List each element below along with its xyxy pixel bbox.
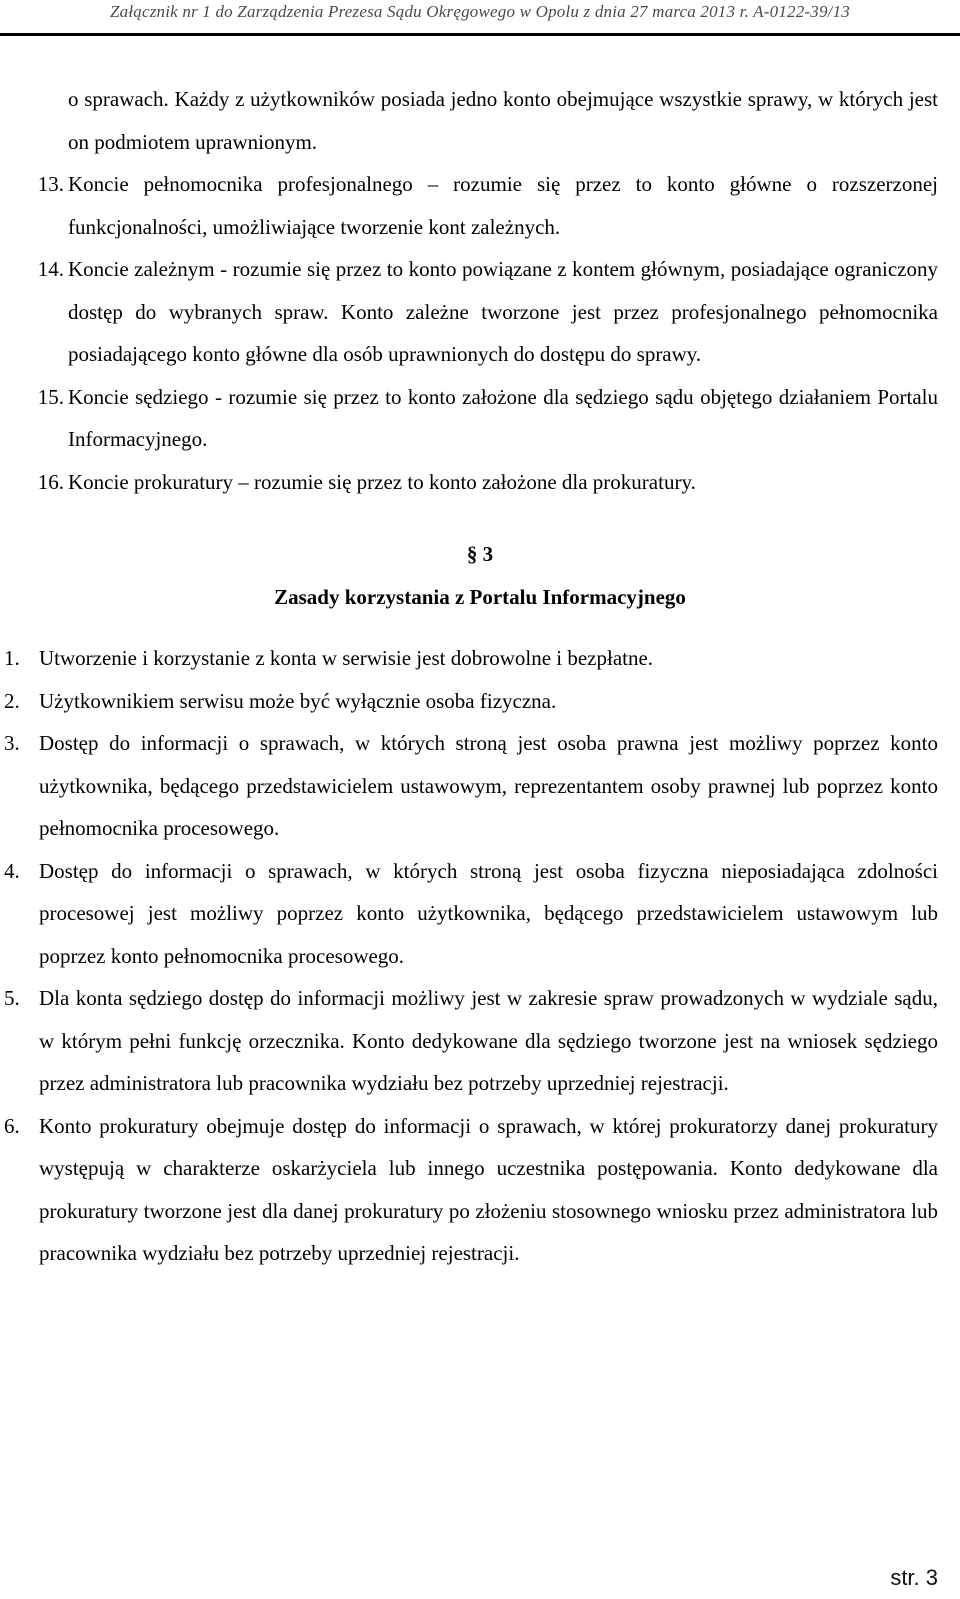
list-item-number: 1.	[4, 646, 20, 670]
list-item-text: Dla konta sędziego dostęp do informacji możliwy jest w zakresie spraw prowadzonych w wydziale sądu, w którym pełni funkcję orzecznika. Konto dedykowane dla sędziego tworzone jest na wniosek sędziego przez administratora lub pracownika wydziału bez potrzeby uprzedniej rejestracji.	[39, 986, 938, 1095]
list-item	[4, 637, 938, 680]
list-item-text: Dostęp do informacji o sprawach, w których stroną jest osoba fizyczna nieposiadająca zdolności procesowej jest możliwy poprzez konto użytkownika, będącego przedstawicielem ustawowym lub poprzez konto pełnomocnika procesowego.	[39, 858, 938, 968]
list-item-number: 2.	[4, 688, 20, 713]
list-item-number: 14.	[37, 257, 64, 281]
list-item-text: Konto prokuratury obejmuje dostęp do informacji o sprawach, w której prokuratorzy danej prokuratury występują w charakterze oskarżyciela lub innego uczestnika postępowania. Konto dedykowane dla prokuratury tworzone jest dla danej prokuratury po złożeniu stosownego wniosku przez administratora lub pracownika wydziału bez potrzeby uprzedniej rejestracji.	[39, 1113, 938, 1265]
page-number: str. 3	[890, 1565, 938, 1590]
list-item-text: Użytkownikiem serwisu może być wyłącznie osoba fizyczna.	[39, 688, 557, 713]
list-item-text: Koncie pełnomocnika profesjonalnego – rozumie się przez to konto główne o rozszerzonej funkcjonalności, umożliwiające tworzenie kont zależnych.	[68, 172, 938, 239]
list-item	[37, 248, 938, 376]
section-symbol: §	[466, 542, 478, 566]
section-number	[0, 533, 960, 576]
header-rule	[0, 33, 960, 36]
list-item-text: o sprawach. Każdy z użytkowników posiada jedno konto obejmujące wszystkie sprawy, w których jest on podmiotem uprawnionym.	[68, 87, 938, 154]
list-item-number: 5.	[4, 986, 20, 1010]
list-item-text: Koncie prokuratury – rozumie się przez to konto założone dla prokuratury.	[68, 469, 696, 494]
list-item-number: 3.	[4, 731, 20, 755]
list-item-number: 6.	[4, 1113, 20, 1138]
list-item	[37, 461, 938, 504]
page-header: Załącznik nr 1 do Zarządzenia Prezesa Sądu Okręgowego w Opolu z dnia 27 marca 2013 r. A-0122-39/13	[109, 2, 851, 21]
section-title: Zasady korzystania z Portalu Informacyjnego	[274, 585, 686, 609]
list-item-text: Dostęp do informacji o sprawach, w których stroną jest osoba prawna jest możliwy poprzez konto użytkownika, będącego przedstawicielem ustawowym, reprezentantem osoby prawnej lub poprzez konto pełnomocnika procesowego.	[39, 731, 938, 840]
list-item-text: Koncie zależnym - rozumie się przez to konto powiązane z kontem głównym, posiadające ograniczony dostęp do wybranych spraw. Konto zależne tworzone jest przez profesjonalnego pełnomocnika posiadającego konto główne dla osób uprawnionych do dostępu do sprawy.	[68, 257, 938, 366]
list-item	[4, 1105, 938, 1275]
section-number-value: 3	[482, 542, 494, 566]
list-item	[4, 850, 938, 978]
list-item-number: 4.	[4, 858, 20, 883]
list-item	[37, 163, 938, 248]
list-item	[4, 680, 938, 723]
list-item-text: Koncie sędziego - rozumie się przez to konto założone dla sędziego sądu objętego działaniem Portalu Informacyjnego.	[68, 384, 938, 451]
list-item-number: 16.	[37, 469, 64, 494]
document-body	[0, 78, 960, 1275]
list-item	[37, 376, 938, 461]
list-item	[4, 977, 938, 1105]
list-item-number: 13.	[37, 172, 64, 196]
list-item-text: Utworzenie i korzystanie z konta w serwisie jest dobrowolne i bezpłatne.	[39, 646, 654, 670]
list-item	[4, 722, 938, 850]
rules-list	[0, 637, 960, 1275]
definitions-list	[0, 78, 960, 503]
list-item-continuation	[68, 78, 938, 163]
list-item-number: 15.	[37, 384, 64, 409]
